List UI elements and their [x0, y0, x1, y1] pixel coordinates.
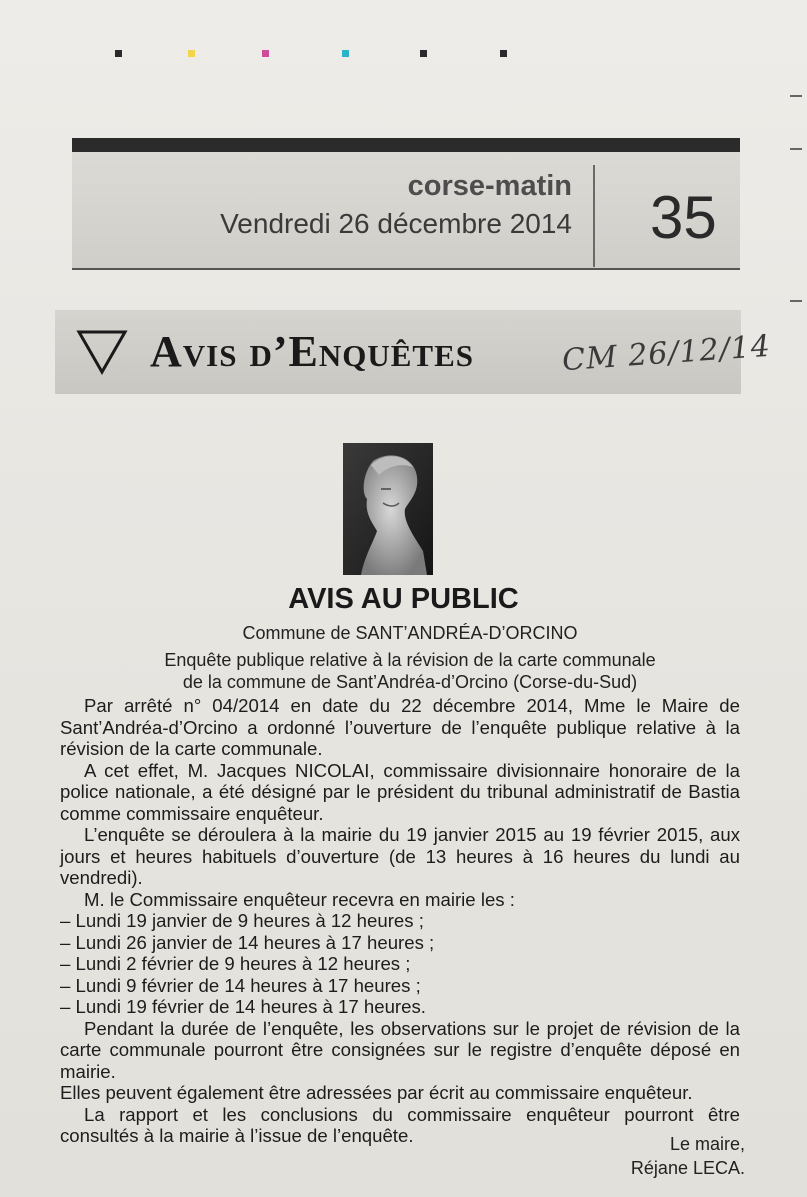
list-item: – Lundi 19 février de 14 heures à 17 heures.	[60, 996, 426, 1017]
notice-subject-line-2: de la commune de Sant’Andréa-d’Orcino (Corse-du-Sud)	[182, 672, 638, 692]
edge-tick	[790, 95, 802, 97]
paragraph-receptions: M. le Commissaire enquêteur recevra en mairie les :	[84, 888, 515, 910]
paragraph-observations: Pendant la durée de l’enquête, les observations sur le projet de révision de la carte communale pourront être consignées sur le registre d’enquête déposé en mairie.	[60, 1017, 740, 1082]
registration-mark-black-2	[420, 50, 427, 57]
list-item: – Lundi 19 janvier de 9 heures à 12 heures ;	[60, 910, 424, 931]
signature-name: Réjane LECA.	[630, 1158, 745, 1178]
reception-dates-list	[60, 910, 740, 1018]
paragraph-commissioner: A cet effet, M. Jacques NICOLAI, commissaire divisionnaire honoraire de la police nationale, a été désigné par le président du tribunal administratif de Bastia comme commissaire enquêteur.	[60, 759, 740, 824]
header-separator	[593, 165, 595, 267]
newspaper-name: corse-matin	[407, 170, 572, 202]
list-item: – Lundi 9 février de 14 heures à 17 heures ;	[60, 974, 421, 996]
marianne-bust-image	[343, 443, 433, 575]
paragraph-dates: L’enquête se déroulera à la mairie du 19 janvier 2015 au 19 février 2015, aux jours et heures habituels d’ouverture (de 13 heures à 16 heures du lundi au vendredi).	[60, 824, 740, 888]
paragraph-written: Elles peuvent également être adressées par écrit au commissaire enquêteur.	[60, 1082, 693, 1103]
paragraph-report: La rapport et les conclusions du commissaire enquêteur pourront être consultés à la mairie à l’issue de l’enquête.	[60, 1103, 740, 1146]
notice-body	[60, 695, 740, 1147]
handwritten-note: CM 26/12/14	[561, 328, 772, 379]
header-bottom-rule	[72, 268, 740, 270]
registration-mark-black	[115, 50, 122, 57]
page-number: 35	[650, 184, 717, 251]
registration-mark-yellow	[188, 50, 195, 57]
edge-tick	[790, 300, 802, 302]
registration-mark-cyan	[342, 50, 349, 57]
registration-mark-black-3	[500, 50, 507, 57]
signature-role: Le maire,	[669, 1134, 745, 1154]
paragraph-decree: Par arrêté n° 04/2014 en date du 22 décembre 2014, Mme le Maire de Sant’Andréa-d’Orcino a ordonné l’ouverture de l’enquête publique relative à la révision de la carte communale.	[60, 695, 740, 759]
notice-commune: Commune de SANT’ANDRÉA-D’ORCINO	[242, 623, 578, 643]
list-item: – Lundi 2 février de 9 heures à 12 heures ;	[60, 953, 411, 974]
list-item: – Lundi 26 janvier de 14 heures à 17 heures ;	[60, 931, 435, 953]
edge-tick	[790, 148, 802, 150]
header-top-bar	[72, 138, 740, 152]
registration-mark-magenta	[262, 50, 269, 57]
down-triangle-icon	[76, 328, 128, 376]
issue-date: Vendredi 26 décembre 2014	[220, 208, 572, 239]
section-title: Avis d’Enquêtes	[150, 327, 475, 376]
notice-subject-line-1: Enquête publique relative à la révision de la carte communale	[164, 650, 656, 670]
notice-title: AVIS AU PUBLIC	[288, 583, 519, 615]
